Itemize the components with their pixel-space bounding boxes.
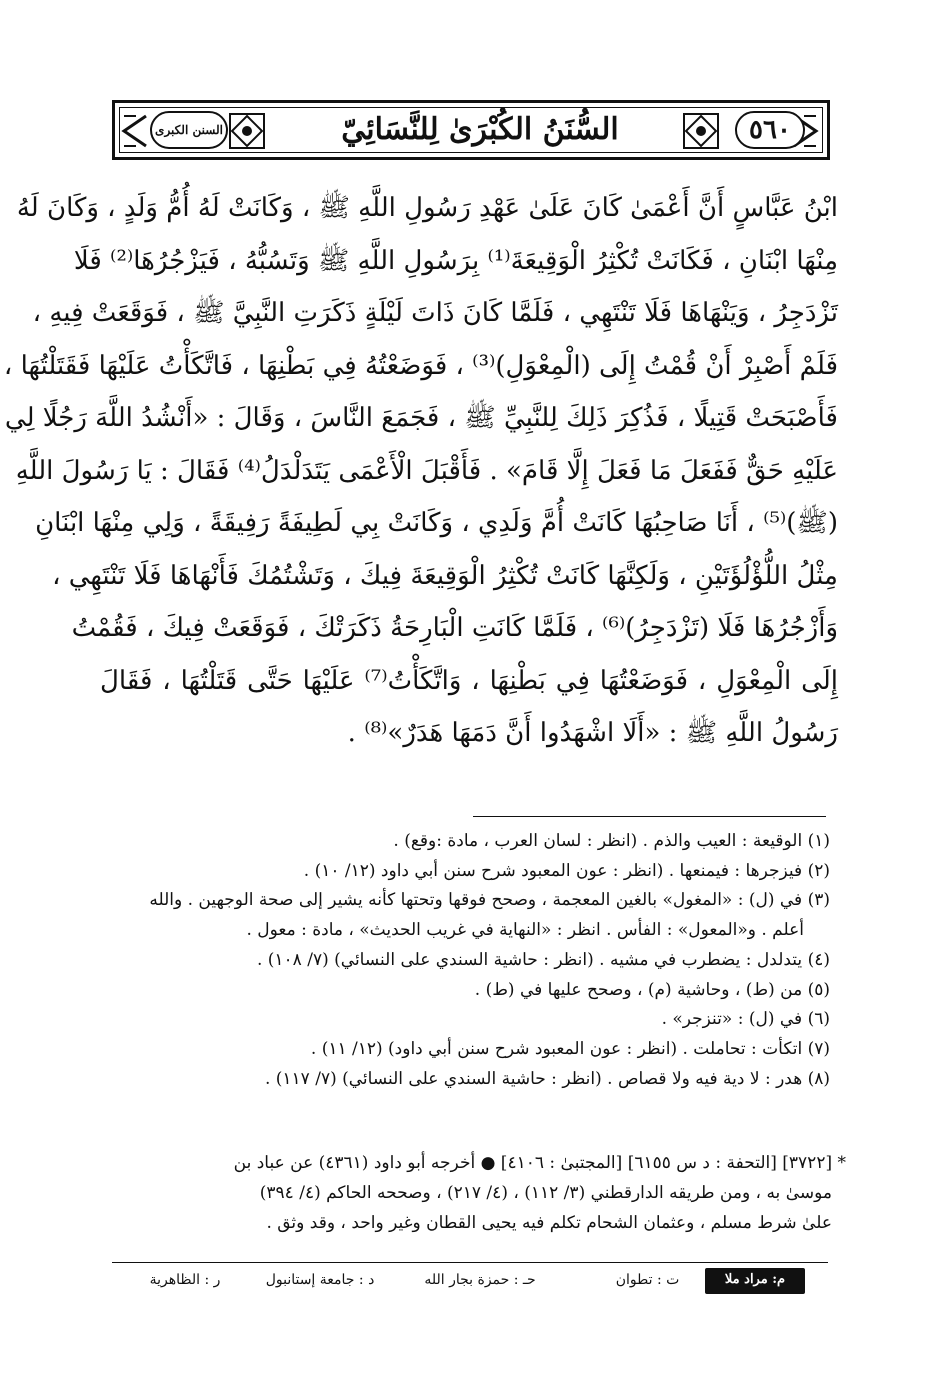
footnote: (٤) يتدلدل : يضطرب في مشيه . (انظر : حاشية السندي على النسائي) (٧/ ١٠٨) . xyxy=(256,949,830,970)
text-line: تَزْدَجِرُ ، وَيَنْهَاهَا فَلَا تَنْتَهِي ، فَلَمَّا كَانَ ذَاتَ لَيْلَةٍ ذَكَرَتِ النَّبِيَّ ﷺ ، فَوَقَعَتْ فِيهِ ، xyxy=(32,298,838,328)
text-line: وَأَزْجُرُهَا فَلَا (تَزْدَجِرُ)⁽⁶⁾ ، فَلَمَّا كَانَتِ الْبَارِحَةُ ذَكَرَتْكَ ، فَوَقَعَتْ فِيكَ ، فَقُمْتُ xyxy=(71,613,838,643)
text-line: إِلَى الْمِعْوَلِ ، فَوَضَعْتُهَا فِي بَطْنِهَا ، وَاتَّكَأْتُ⁽⁷⁾ عَلَيْهَا حَتَّى قَتَلْتُهَا ، فَقَالَ xyxy=(100,665,838,696)
footnote: (٧) اتكأت : تحاملت . (انظر : عون المعبود شرح سنن أبي داود) (١٢/ ١١) . xyxy=(310,1038,830,1059)
hadith-note-line: * [٣٧٢٢] [التحفة : د س ٦١٥٥] [المجتبىٰ : ٤١٠٦] ● أخرجه أبو داود (٤٣٦١) عن عباد بن xyxy=(233,1153,846,1173)
footnote-separator xyxy=(473,816,826,817)
footnote: (٨) هدر : لا دية فيه ولا قصاص . (انظر : حاشية السندي على النسائي) (٧/ ١١٧) . xyxy=(264,1068,830,1089)
footer-manuscript-1: ت : تطوان xyxy=(615,1272,680,1288)
text-line: مِثْلُ اللُّؤْلُؤَتَيْنِ ، وَلَكِنَّهَا كَانَتْ تُكْثِرُ الْوَقِيعَةَ فِيكَ ، وَتَشْتُمُكَ فَأَنْهَاهَا فَلَا تَنْتَهِي ، xyxy=(52,560,838,591)
page-number-badge xyxy=(735,111,805,149)
footer-manuscript-2: حـ : حمزة بجار الله xyxy=(424,1272,536,1288)
text-line: مِنْهَا ابْنَانِ ، فَكَانَتْ تُكْثِرُ الْوَقِيعَةَ⁽¹⁾ بِرَسُولِ اللَّهِ ﷺ وَتَسُبُّهُ ، فَيَزْجُرُهَا⁽²⁾ فَلَا xyxy=(73,245,838,276)
text-line: فَأَصْبَحَتْ قَتِيلًا ، فَذُكِرَ ذَلِكَ لِلنَّبِيِّ ﷺ ، فَجَمَعَ النَّاسَ ، وَقَالَ : «أَنْشُدُ اللَّهَ رَجُلًا لِي xyxy=(4,403,838,433)
text-line: عَلَيْهِ حَقٌّ فَفَعَلَ مَا فَعَلَ إِلَّا قَامَ» . فَأَقْبَلَ الْأَعْمَى يَتَدَلْدَلُ⁽⁴⁾ فَقَالَ : يَا رَسُولَ اللَّهِ xyxy=(15,455,838,486)
page-number: ٥٦٠ xyxy=(749,115,791,145)
footnote: (١) الوقيعة : العيب والذم . (انظر : لسان العرب ، مادة :وقع) . xyxy=(393,831,830,851)
ornament-icon xyxy=(228,112,266,150)
footnote: أعلم . و«المعول» : الفأس . انظر : «النهاية في غريب الحديث» ، مادة : معول . xyxy=(246,920,804,941)
text-line: ابْنُ عَبَّاسٍ أَنَّ أَعْمَىٰ كَانَ عَلَىٰ عَهْدِ رَسُولِ اللَّهِ ﷺ ، وَكَانَتْ لَهُ أُمُّ وَلَدٍ ، وَكَانَ لَهُ xyxy=(16,193,838,223)
text-line: فَلَمْ أَصْبِرْ أَنْ قُمْتُ إِلَى (الْمِعْوَلِ)⁽³⁾ ، فَوَضَعْتُهُ فِي بَطْنِهَا ، فَاتَّكَأْتُ عَلَيْهَا فَقَتَلْتُهَا ، xyxy=(3,350,838,381)
ornament-icon xyxy=(120,112,150,150)
footnote: (٥) من (ط) ، وحاشية (م) ، وصحح عليها في (ط) . xyxy=(474,979,830,1000)
hadith-note-line: علىٰ شرط مسلم ، وعثمان الشحام تكلم فيه يحيى القطان وغير واحد ، وقد وثق . xyxy=(266,1213,832,1233)
footnotes xyxy=(120,827,830,1094)
hadith-note xyxy=(108,1148,846,1238)
book-seal-badge xyxy=(150,111,228,149)
book-title: السُّنَنُ الكُبْرَىٰ لِلنَّسَائِيّ xyxy=(341,112,619,147)
footnote: (٢) فيزجرها : فيمنعها . (انظر : عون المعبود شرح سنن أبي داود (١٢/ ١٠) . xyxy=(303,860,830,881)
text-line: (ﷺ)⁽⁵⁾ ، أَنَا صَاحِبُهَا كَانَتْ أُمَّ وَلَدِي ، وَكَانَتْ بِي لَطِيفَةً رَفِيقَةً ، وَلِي مِنْهَا ابْنَانِ xyxy=(35,508,838,538)
footer-manuscript-4: ر : الظاهرية xyxy=(149,1272,221,1288)
hadith-note-line: موسىٰ به ، ومن طريقه الدارقطني (٣/ ١١٢) ، (٤/ ٢١٧) ، وصححه الحاكم (٤/ ٣٩٤) xyxy=(259,1183,832,1203)
book-seal-text: السنن الكبرى xyxy=(155,122,223,137)
footnote: (٦) في (ل) : «تنزجر» . xyxy=(661,1009,830,1030)
ornament-icon xyxy=(682,112,720,150)
footer-separator xyxy=(112,1262,828,1263)
main-text xyxy=(3,182,838,760)
footer-manuscript-tag: م: مراد ملا xyxy=(705,1268,805,1294)
text-line: رَسُولُ اللَّهِ ﷺ : «أَلَا اشْهَدُوا أَنَّ دَمَهَا هَدَرٌ»⁽⁸⁾ . xyxy=(347,718,838,748)
footer-manuscript-3: د : جامعة إستانبول xyxy=(265,1272,375,1288)
footnote: (٣) في (ل) : «المغول» بالغين المعجمة ، وصحح فوقها وتحتها كأنه يشير إلى صحة الوجهين . والله xyxy=(149,890,830,911)
